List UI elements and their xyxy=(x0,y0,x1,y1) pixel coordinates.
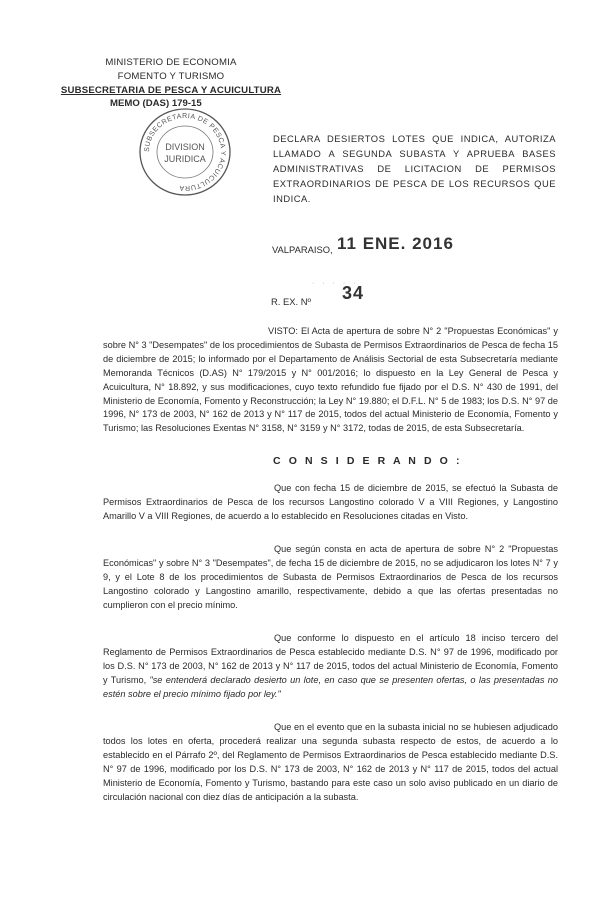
p3-text: Que conforme lo dispuesto en el artículo 18 inciso tercero del Reglamento de Permisos Extraordinarios de Pesca establecido mediante D.S. N° 97 de 1996, modificado por los D.S. N° 173 de 2003, N° 162 de 2013 y N° 117 de 2015, todos del actual Ministerio de Economía, Fomento y Turismo, xyxy=(103,633,558,685)
date-stamp: 11 ENE. 2016 xyxy=(337,234,454,253)
considerando-paragraph-2: Que según consta en acta de apertura de sobre N° 2 "Propuestas Económicas" y sobre N° 3 "Desempates", de fecha 15 de diciembre de 2015, no se adjudicaron los lotes N° 7 y 9, y el Lote 8 de los procedimientos de Subasta de Permisos Extraordinarios de Pesca de los recursos Langostino colorado y Langostino amarillo, respectivamente, debido a que las ofertas presentadas no cumplieron con el precio mínimo. xyxy=(103,544,558,610)
stamp-line-2: JURIDICA xyxy=(164,154,206,164)
ministry-line-1: MINISTERIO DE ECONOMIA xyxy=(105,57,237,68)
stamp-seal-icon xyxy=(137,106,233,198)
rex-number: 34 xyxy=(342,283,365,303)
stamp-line-1: DIVISION xyxy=(165,142,205,152)
subsecretaria-line: SUBSECRETARIA DE PESCA Y ACUICULTURA xyxy=(60,85,282,96)
stamp-ring-text: SUBSECRETARIA DE PESCA Y ACUICULTURA xyxy=(143,112,227,192)
visto-paragraph: VISTO: El Acta de apertura de sobre N° 2 "Propuestas Económicas" y sobre N° 3 "Desempates" de los procedimientos de Subasta de Permisos Extraordinarios de Pesca de fecha 15 de diciembre de 2015; lo informado por el Departamento de Análisis Sectorial de esta Subsecretaría mediante Memoranda Técnicos (D.AS) N° 179/2015 y N° 001/2016; lo dispuesto en la Ley General de Pesca y Acuicultura, N° 18.892, y sus modificaciones, cuyo texto refundido fue fijado por el D.S. N° 430 de 1991, del Ministerio de Economía, Fomento y Reconstrucción; la Ley N° 19.880; el D.F.L. N° 5 de 1983; los D.S. N° 97 de 1996, N° 173 de 2003, N° 162 de 2013 y N° 117 de 2015, todos del actual Ministerio de Economía, Fomento y Turismo; las Resoluciones Exentas N° 3158, N° 3159 y N° 3172, todas de 2015, de esta Subsecretaría. xyxy=(103,326,558,434)
considerando-paragraph-1: Que con fecha 15 de diciembre de 2015, se efectuó la Subasta de Permisos Extraordinarios de Pesca de los recursos Langostino colorado V a VIII Regiones, y Langostino Amarillo V a VIII Regiones, de acuerdo a lo establecido en Resoluciones citadas en Visto. xyxy=(103,483,558,521)
division-juridica-stamp xyxy=(137,106,233,198)
considerando-heading: C O N S I D E R A N D O : xyxy=(273,455,463,467)
dots-decoration: · · · · · xyxy=(312,280,359,287)
considerando-paragraph-3 xyxy=(103,632,558,702)
memo-reference: MEMO (DAS) 179-15 xyxy=(110,98,202,109)
considerando-paragraph-4: Que en el evento que en la subasta inicial no se hubiesen adjudicado todos los lotes en oferta, procederá realizar una segunda subasta respecto de estos, de acuerdo a lo establecido en el Párrafo 2º, del Reglamento de Permisos Extraordinarios de Pesca establecido mediante D.S. N° 97 de 1996, modificado por los D.S. N° 173 de 2003, N° 162 de 2013 y N° 117 de 2015, todos del actual Ministerio de Economía, Fomento y Turismo, bastando para este caso un solo aviso publicado en un diario de circulación nacional con diez días de anticipación a la subasta. xyxy=(103,722,558,802)
resolution-title: DECLARA DESIERTOS LOTES QUE INDICA, AUTORIZA LLAMADO A SEGUNDA SUBASTA Y APRUEBA BASES ADMINISTRATIVAS DE LICITACION DE PERMISOS EXTRAORDINARIOS DE PESCA DE LOS RECURSOS QUE INDICA. xyxy=(273,133,556,204)
svg-text:SUBSECRETARIA DE PESCA Y ACUIC xyxy=(144,113,226,191)
letterhead xyxy=(56,56,286,98)
p3-quote: "se entenderá declarado desierto un lote, en caso que se presenten ofertas, o las presentadas no estén sobre el precio mínimo fijado por ley." xyxy=(103,674,558,699)
rex-label: R. EX. Nº xyxy=(271,296,311,307)
ministry-line-2: FOMENTO Y TURISMO xyxy=(117,71,225,82)
place-label: VALPARAISO, xyxy=(272,244,333,255)
